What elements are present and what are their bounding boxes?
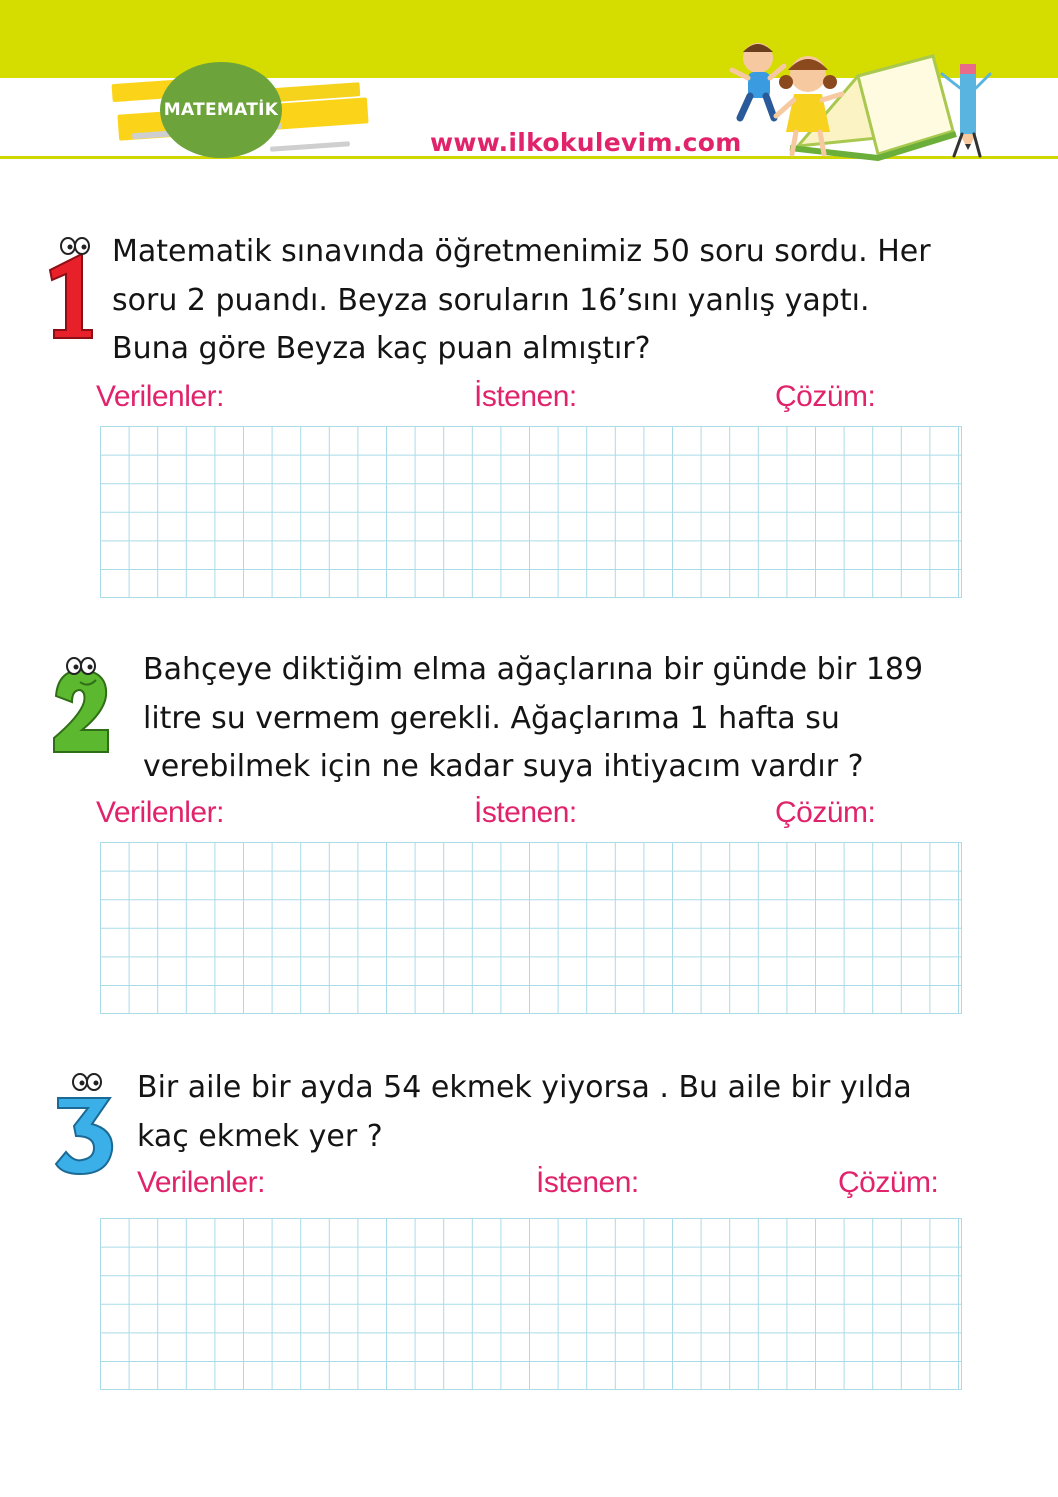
asked-label: İstenen: bbox=[474, 796, 577, 829]
given-label: Verilenler: bbox=[96, 380, 224, 413]
answer-grid[interactable] bbox=[100, 842, 962, 1014]
question-line: Bahçeye diktiğim elma ağaçlarına bir günde bir 189 bbox=[143, 652, 924, 687]
given-label: Verilenler: bbox=[137, 1166, 265, 1199]
question-line: kaç ekmek yer ? bbox=[137, 1118, 383, 1154]
kids-book-illustration bbox=[728, 36, 998, 161]
number-three-icon bbox=[52, 1070, 116, 1178]
answer-grid[interactable] bbox=[100, 426, 962, 598]
question-3-text bbox=[137, 1064, 912, 1161]
subject-logo bbox=[160, 62, 282, 158]
number-two-icon bbox=[46, 656, 116, 756]
question-line: Matematik sınavında öğretmenimiz 50 soru sordu. Her bbox=[112, 234, 931, 269]
question-2-text bbox=[143, 646, 923, 792]
question-1-text bbox=[112, 228, 931, 374]
site-url: www.ilkokulevim.com bbox=[430, 128, 742, 157]
question-line: Bir aile bir ayda 54 ekmek yiyorsa . Bu aile bir yılda bbox=[137, 1070, 912, 1105]
question-line: verebilmek için ne kadar suya ihtiyacım vardır ? bbox=[143, 749, 864, 784]
logo-text: MATEMATİK bbox=[163, 100, 279, 120]
solution-label: Çözüm: bbox=[775, 796, 876, 829]
answer-grid[interactable] bbox=[100, 1218, 962, 1390]
asked-label: İstenen: bbox=[536, 1166, 639, 1199]
question-line: litre su vermem gerekli. Ağaçlarıma 1 hafta su bbox=[143, 700, 840, 736]
asked-label: İstenen: bbox=[474, 380, 577, 413]
question-line: Buna göre Beyza kaç puan almıştır? bbox=[112, 331, 651, 366]
solution-label: Çözüm: bbox=[838, 1166, 939, 1199]
number-one-icon bbox=[42, 234, 102, 342]
given-label: Verilenler: bbox=[96, 796, 224, 829]
solution-label: Çözüm: bbox=[775, 380, 876, 413]
question-line: soru 2 puandı. Beyza soruların 16’sını yanlış yaptı. bbox=[112, 282, 870, 318]
